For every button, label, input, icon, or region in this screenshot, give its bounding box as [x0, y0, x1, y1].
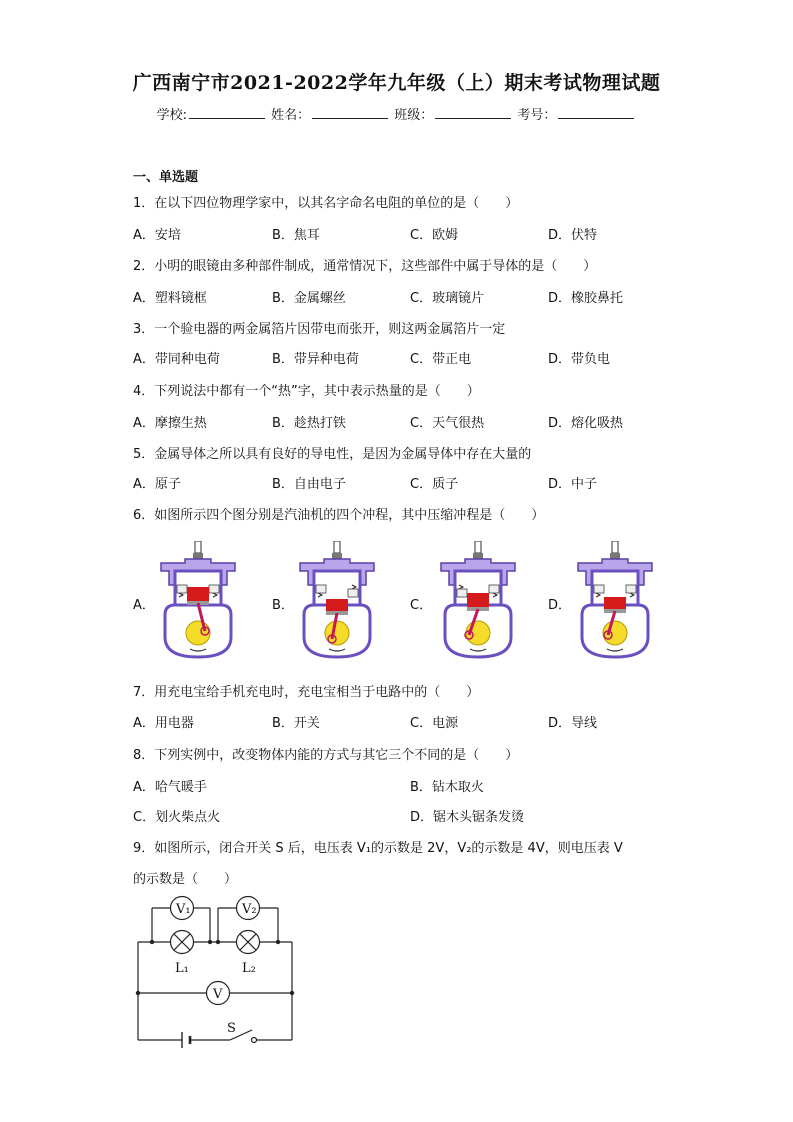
question-stem-9-line-1: 9．如图所示，闭合开关 S 后，电压表 V₁的示数是 2V，V₂的示数是 4V，则电压表 V	[133, 841, 623, 856]
q1-option-a[interactable]: A．安培	[133, 228, 181, 243]
q7-option-d[interactable]: D．导线	[548, 716, 598, 731]
page-title: 广西南宁市2021-2022学年九年级（上）期末考试物理试题	[132, 72, 661, 94]
q4-option-c[interactable]: C．天气很热	[410, 416, 485, 431]
circuit-diagram	[130, 892, 300, 1057]
q5-option-b[interactable]: B．自由电子	[272, 477, 346, 492]
q6-option-a[interactable]: A．	[133, 598, 155, 613]
name-label: 姓名：	[271, 108, 311, 123]
q8-option-b[interactable]: B．钻木取火	[410, 780, 484, 795]
q8-option-a[interactable]: A．哈气暖手	[133, 780, 207, 795]
q7-option-c[interactable]: C．电源	[410, 716, 459, 731]
engine-stroke-c-diagram	[437, 541, 519, 663]
school-blank[interactable]	[189, 106, 265, 119]
voltmeter-v-label: V	[213, 987, 223, 1002]
school-label: 学校:	[156, 108, 187, 123]
name-blank[interactable]	[312, 106, 388, 119]
q5-option-d[interactable]: D．中子	[548, 477, 598, 492]
q6-option-c[interactable]: C．	[410, 598, 433, 613]
engine-stroke-a-diagram	[157, 541, 239, 663]
lamp-l1-label: L₁	[175, 961, 189, 976]
q3-option-a[interactable]: A．带同种电荷	[133, 352, 220, 367]
engine-stroke-d-diagram	[574, 541, 656, 663]
q2-option-d[interactable]: D．橡胶鼻托	[548, 291, 624, 306]
lamp-l1	[171, 931, 194, 954]
q1-option-c[interactable]: C．欧姆	[410, 228, 459, 243]
q5-option-a[interactable]: A．原子	[133, 477, 181, 492]
q3-option-d[interactable]: D．带负电	[548, 352, 611, 367]
q2-option-c[interactable]: C．玻璃镜片	[410, 291, 485, 306]
q8-option-c[interactable]: C．划火柴点火	[133, 810, 221, 825]
q7-option-b[interactable]: B．开关	[272, 716, 320, 731]
question-stem-5: 5．金属导体之所以具有良好的导电性，是因为金属导体中存在大量的	[133, 447, 532, 462]
question-stem-3: 3．一个验电器的两金属箔片因带电而张开，则这两金属箔片一定	[133, 322, 506, 337]
q4-option-b[interactable]: B．趁热打铁	[272, 416, 346, 431]
student-info-line	[0, 104, 793, 123]
q2-option-a[interactable]: A．塑料镜框	[133, 291, 207, 306]
switch-label: S	[227, 1021, 236, 1036]
question-stem-6: 6．如图所示四个图分别是汽油机的四个冲程，其中压缩冲程是（ ）	[133, 508, 545, 523]
q5-option-c[interactable]: C．质子	[410, 477, 459, 492]
question-stem-8: 8．下列实例中，改变物体内能的方式与其它三个不同的是（ ）	[133, 748, 519, 763]
voltmeter-v1-label: V₁	[176, 902, 191, 917]
q4-option-a[interactable]: A．摩擦生热	[133, 416, 207, 431]
switch-contact[interactable]	[252, 1038, 257, 1043]
voltmeter-v2-label: V₂	[242, 902, 257, 917]
lamp-l2	[237, 931, 260, 954]
class-blank[interactable]	[435, 106, 511, 119]
engine-stroke-b-diagram	[296, 541, 378, 663]
voltmeter-v1	[171, 897, 194, 920]
number-blank[interactable]	[558, 106, 634, 119]
q1-option-d[interactable]: D．伏特	[548, 228, 598, 243]
q8-option-d[interactable]: D．锯木头锯条发烫	[410, 810, 525, 825]
voltmeter-v	[207, 982, 230, 1005]
voltmeter-v2	[237, 897, 260, 920]
q2-option-b[interactable]: B．金属螺丝	[272, 291, 346, 306]
question-stem-4: 4．下列说法中都有一个“热”字，其中表示热量的是（ ）	[133, 384, 480, 399]
q3-option-b[interactable]: B．带异种电荷	[272, 352, 359, 367]
q3-option-c[interactable]: C．带正电	[410, 352, 472, 367]
question-stem-2: 2．小明的眼镜由多种部件制成，通常情况下，这些部件中属于导体的是（ ）	[133, 259, 597, 274]
question-stem-7: 7．用充电宝给手机充电时，充电宝相当于电路中的（ ）	[133, 685, 480, 700]
q4-option-d[interactable]: D．熔化吸热	[548, 416, 624, 431]
q6-option-b[interactable]: B．	[272, 598, 294, 613]
q1-option-b[interactable]: B．焦耳	[272, 228, 320, 243]
number-label: 考号：	[517, 108, 557, 123]
class-label: 班级：	[394, 108, 434, 123]
question-stem-9-line-2: 的示数是（ ）	[133, 872, 238, 887]
q6-option-d[interactable]: D．	[548, 598, 572, 613]
q7-option-a[interactable]: A．用电器	[133, 716, 194, 731]
lamp-l2-label: L₂	[242, 961, 256, 976]
question-stem-1: 1．在以下四位物理学家中，以其名字命名电阻的单位的是（ ）	[133, 196, 519, 211]
section-title: 一、单选题	[133, 170, 199, 185]
